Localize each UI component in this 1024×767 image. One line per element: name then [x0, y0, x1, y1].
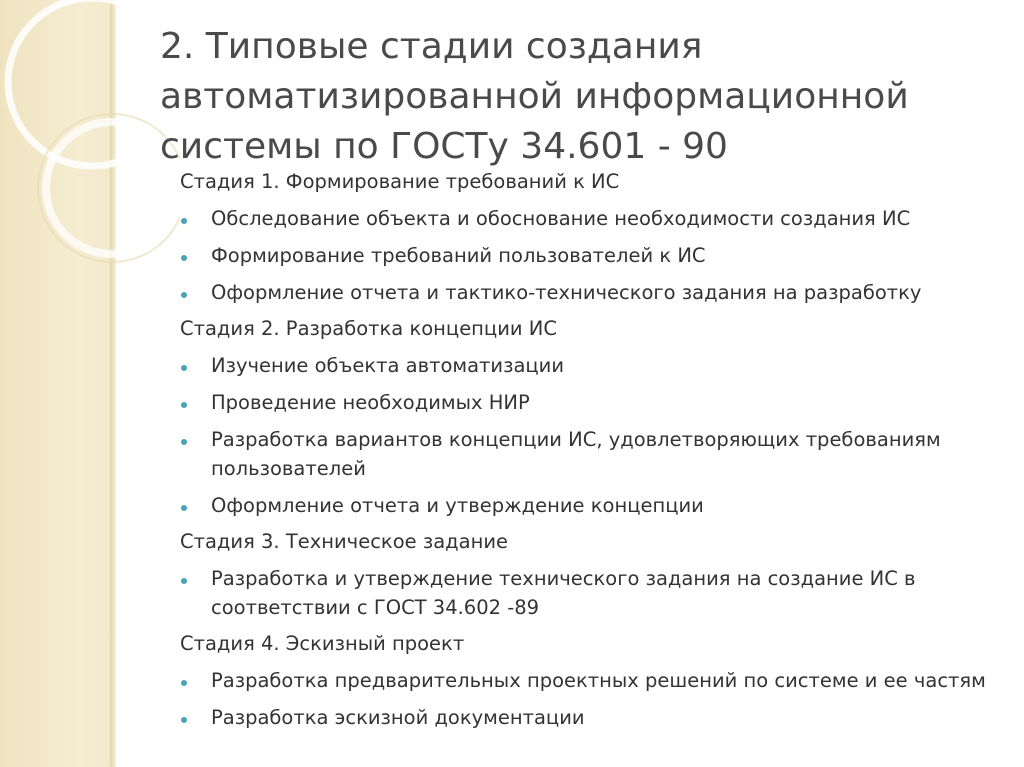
bullet-dot-icon	[181, 505, 187, 511]
stage-heading: Стадия 1. Формирование требований к ИС	[180, 170, 620, 193]
list-item	[180, 347, 1011, 384]
bullet-dot-icon	[181, 218, 187, 224]
list-item	[180, 274, 1011, 311]
list-item	[180, 421, 1011, 487]
list-item-text: Оформление отчета и тактико-технического задания на разработку	[211, 281, 922, 304]
list-item	[180, 487, 1011, 524]
list-item-text: Оформление отчета и утверждение концепции	[211, 494, 704, 517]
bullet-dot-icon	[181, 255, 187, 261]
bullet-dot-icon	[181, 292, 187, 298]
title-line: автоматизированной информационной	[160, 76, 909, 117]
bullet-dot-icon	[181, 717, 187, 723]
stage-heading: Стадия 2. Разработка концепции ИС	[180, 317, 557, 340]
decorative-circles-icon	[0, 0, 180, 300]
stage-heading: Стадия 4. Эскизный проект	[180, 632, 465, 655]
stage-list	[180, 164, 1000, 736]
list-item-text: Разработка вариантов концепции ИС, удовлетворяющих требованиям пользователей	[211, 428, 941, 480]
list-item	[180, 200, 1011, 237]
list-item	[180, 237, 1011, 274]
stage-heading: Стадия 3. Техническое задание	[180, 530, 508, 553]
bullet-dot-icon	[181, 365, 187, 371]
bullet-dot-icon	[181, 439, 187, 445]
list-item-text: Формирование требований пользователей к ИС	[211, 244, 706, 267]
bullet-dot-icon	[181, 680, 187, 686]
bullet-dot-icon	[181, 402, 187, 408]
list-item-text: Проведение необходимых НИР	[211, 391, 530, 414]
title-line: 2. Типовые стадии создания	[160, 26, 703, 67]
list-item-text: Разработка и утверждение технического задания на создание ИС в соответствии с ГОСТ 34.602 -89	[211, 567, 916, 619]
list-item	[180, 699, 1011, 736]
bullet-dot-icon	[181, 578, 187, 584]
list-item-text: Изучение объекта автоматизации	[211, 354, 565, 377]
list-item-text: Обследование объекта и обоснование необходимости создания ИС	[211, 207, 911, 230]
list-item-text: Разработка эскизной документации	[211, 706, 585, 729]
list-item	[180, 662, 1011, 699]
list-item-text: Разработка предварительных проектных решений по системе и ее частям	[211, 669, 986, 692]
title-line: системы по ГОСТу 34.601 - 90	[160, 126, 728, 167]
list-item	[180, 384, 1011, 421]
list-item	[180, 560, 1011, 626]
slide-title	[160, 22, 980, 172]
